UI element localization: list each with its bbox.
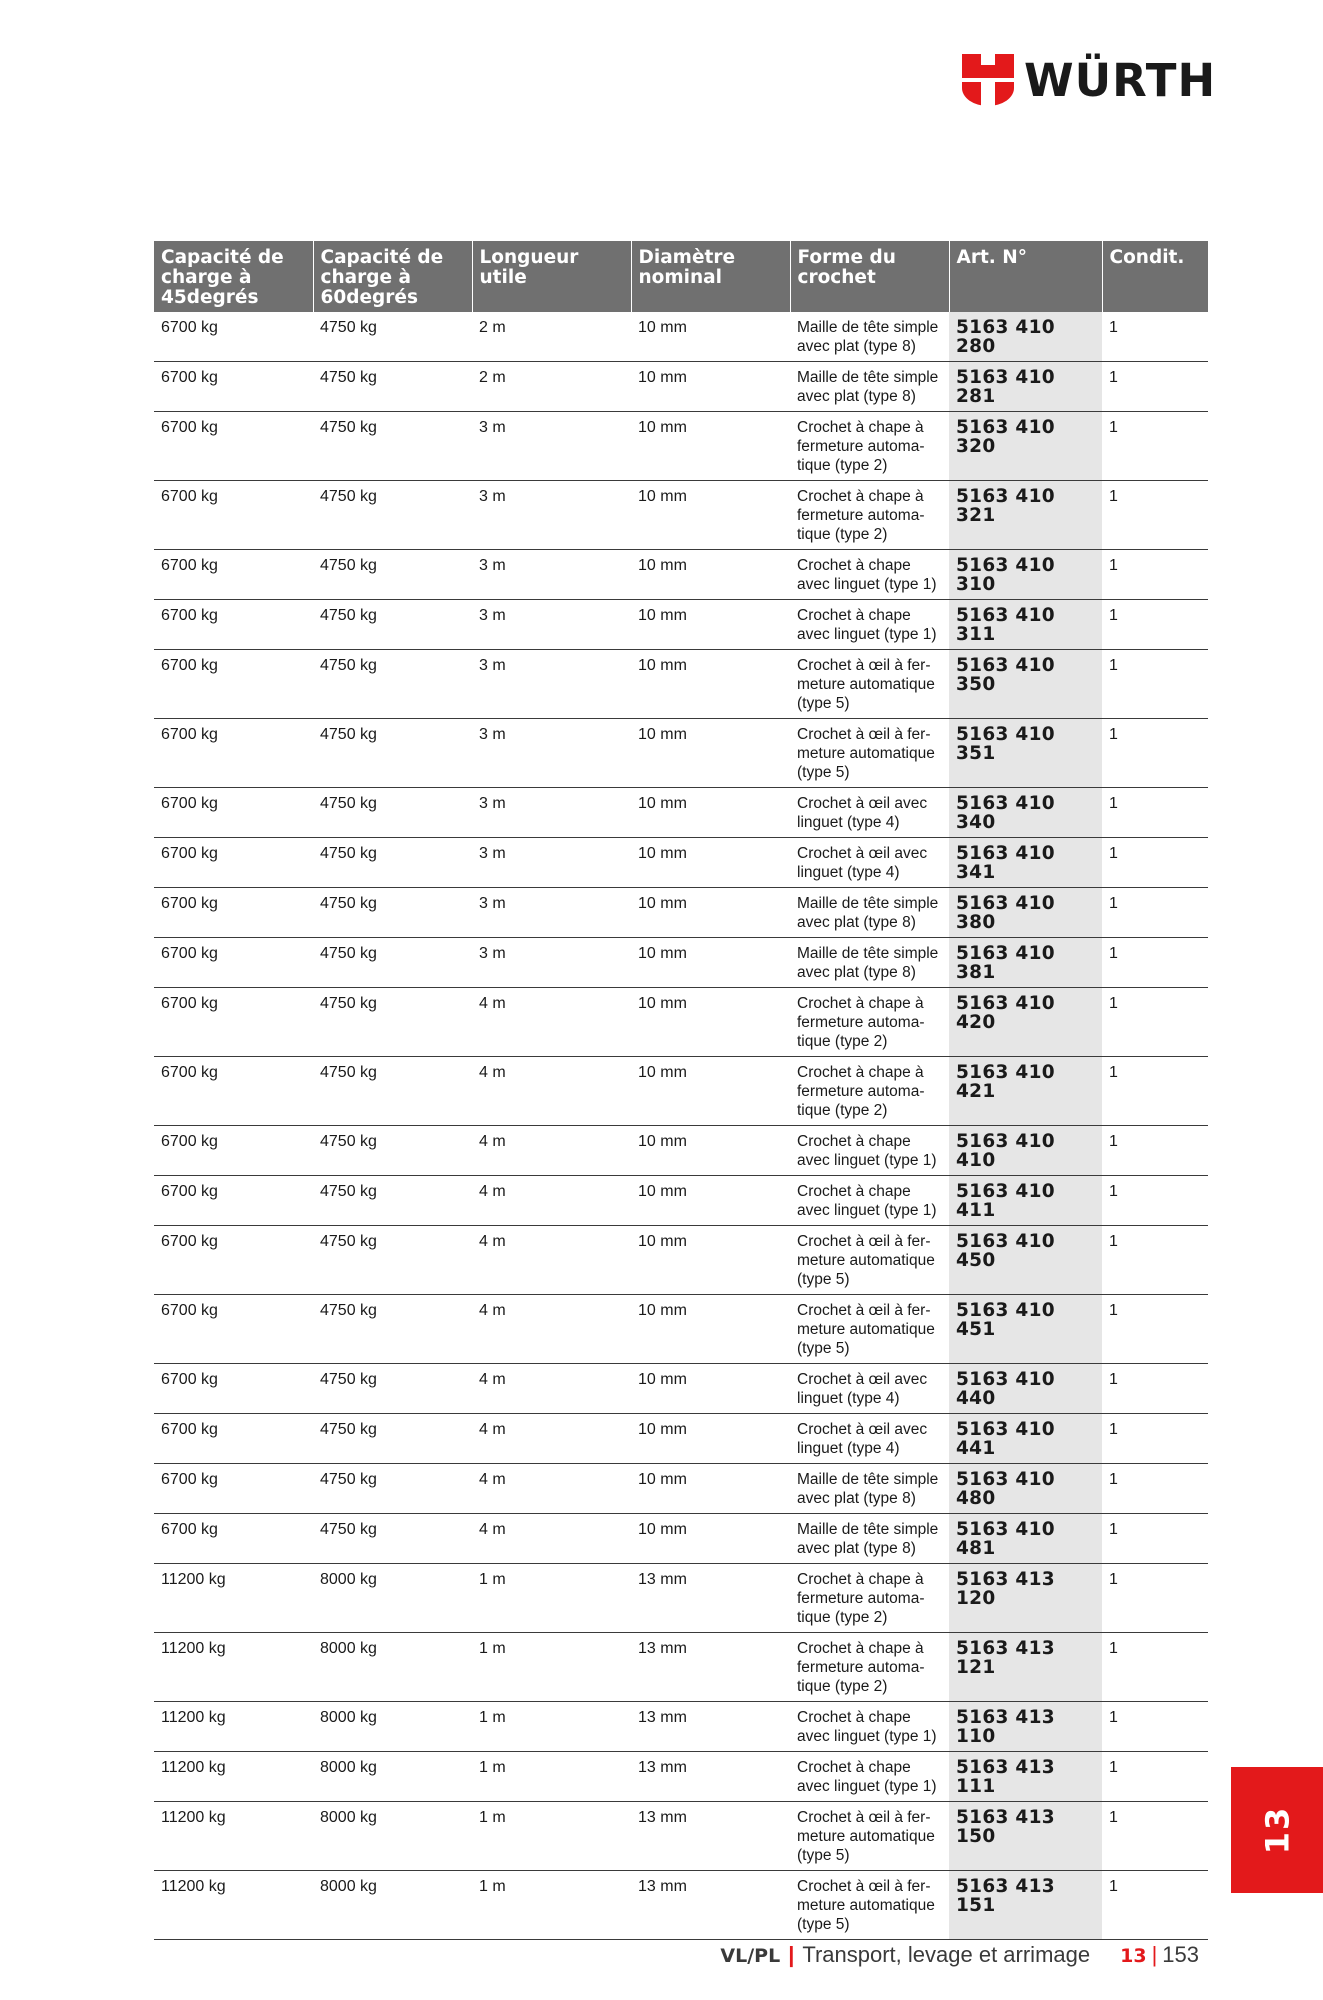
cell-capacity-60: 4750 kg bbox=[313, 1126, 472, 1176]
cell-diameter: 10 mm bbox=[631, 1414, 790, 1464]
cell-capacity-45: 6700 kg bbox=[154, 1364, 313, 1414]
cell-hook-shape: Crochet à œil avec linguet (type 4) bbox=[790, 788, 949, 838]
cell-article-number: 5163 413 111 bbox=[949, 1752, 1102, 1802]
cell-hook-shape: Crochet à œil avec linguet (type 4) bbox=[790, 838, 949, 888]
cell-capacity-45: 11200 kg bbox=[154, 1871, 313, 1940]
cell-capacity-45: 11200 kg bbox=[154, 1802, 313, 1871]
cell-capacity-45: 6700 kg bbox=[154, 838, 313, 888]
cell-hook-shape: Crochet à œil à fer-meture automatique (type 5) bbox=[790, 1871, 949, 1940]
cell-capacity-45: 6700 kg bbox=[154, 788, 313, 838]
table-row bbox=[154, 1752, 1208, 1802]
cell-capacity-45: 11200 kg bbox=[154, 1752, 313, 1802]
header-packaging: Condit. bbox=[1102, 241, 1208, 312]
cell-packaging: 1 bbox=[1102, 412, 1208, 481]
footer-prefix: VL/PL bbox=[720, 1945, 781, 1967]
cell-packaging: 1 bbox=[1102, 1464, 1208, 1514]
cell-diameter: 10 mm bbox=[631, 1464, 790, 1514]
cell-article-number: 5163 410 451 bbox=[949, 1295, 1102, 1364]
cell-hook-shape: Crochet à œil à fer-meture automatique (type 5) bbox=[790, 1295, 949, 1364]
cell-diameter: 10 mm bbox=[631, 1057, 790, 1126]
table-row bbox=[154, 938, 1208, 988]
cell-hook-shape: Crochet à chape avec linguet (type 1) bbox=[790, 550, 949, 600]
cell-capacity-60: 4750 kg bbox=[313, 988, 472, 1057]
cell-hook-shape: Crochet à chape à fermeture automa-tique (type 2) bbox=[790, 1564, 949, 1633]
cell-article-number: 5163 410 411 bbox=[949, 1176, 1102, 1226]
cell-packaging: 1 bbox=[1102, 719, 1208, 788]
cell-diameter: 10 mm bbox=[631, 938, 790, 988]
cell-packaging: 1 bbox=[1102, 550, 1208, 600]
cell-capacity-60: 4750 kg bbox=[313, 412, 472, 481]
cell-capacity-60: 4750 kg bbox=[313, 600, 472, 650]
table-body bbox=[154, 312, 1208, 1940]
cell-diameter: 13 mm bbox=[631, 1564, 790, 1633]
cell-length: 3 m bbox=[472, 938, 631, 988]
cell-length: 3 m bbox=[472, 650, 631, 719]
cell-length: 1 m bbox=[472, 1633, 631, 1702]
cell-packaging: 1 bbox=[1102, 788, 1208, 838]
cell-capacity-45: 6700 kg bbox=[154, 362, 313, 412]
table-row bbox=[154, 312, 1208, 362]
cell-packaging: 1 bbox=[1102, 1752, 1208, 1802]
cell-capacity-45: 6700 kg bbox=[154, 550, 313, 600]
cell-article-number: 5163 410 320 bbox=[949, 412, 1102, 481]
cell-diameter: 10 mm bbox=[631, 1126, 790, 1176]
cell-capacity-45: 6700 kg bbox=[154, 719, 313, 788]
cell-hook-shape: Crochet à chape avec linguet (type 1) bbox=[790, 1176, 949, 1226]
cell-diameter: 10 mm bbox=[631, 600, 790, 650]
cell-hook-shape: Crochet à chape avec linguet (type 1) bbox=[790, 1702, 949, 1752]
cell-length: 1 m bbox=[472, 1564, 631, 1633]
cell-diameter: 10 mm bbox=[631, 988, 790, 1057]
table-header-row bbox=[154, 241, 1208, 312]
cell-packaging: 1 bbox=[1102, 1871, 1208, 1940]
header-diameter: Diamètre nominal bbox=[631, 241, 790, 312]
table-row bbox=[154, 719, 1208, 788]
cell-article-number: 5163 410 450 bbox=[949, 1226, 1102, 1295]
cell-diameter: 10 mm bbox=[631, 1176, 790, 1226]
cell-diameter: 10 mm bbox=[631, 838, 790, 888]
cell-length: 3 m bbox=[472, 788, 631, 838]
cell-capacity-45: 6700 kg bbox=[154, 1414, 313, 1464]
cell-article-number: 5163 410 440 bbox=[949, 1364, 1102, 1414]
cell-capacity-60: 4750 kg bbox=[313, 550, 472, 600]
cell-capacity-60: 4750 kg bbox=[313, 1295, 472, 1364]
table-row bbox=[154, 788, 1208, 838]
cell-packaging: 1 bbox=[1102, 1514, 1208, 1564]
cell-hook-shape: Crochet à œil avec linguet (type 4) bbox=[790, 1364, 949, 1414]
cell-capacity-45: 6700 kg bbox=[154, 938, 313, 988]
table-row bbox=[154, 1702, 1208, 1752]
cell-hook-shape: Maille de tête simple avec plat (type 8) bbox=[790, 888, 949, 938]
footer-separator: | bbox=[788, 1942, 795, 1967]
footer-chapter: 13 bbox=[1120, 1945, 1147, 1967]
cell-hook-shape: Crochet à chape à fermeture automa-tique (type 2) bbox=[790, 988, 949, 1057]
cell-capacity-60: 8000 kg bbox=[313, 1752, 472, 1802]
cell-length: 3 m bbox=[472, 481, 631, 550]
cell-length: 3 m bbox=[472, 719, 631, 788]
cell-capacity-45: 6700 kg bbox=[154, 600, 313, 650]
cell-article-number: 5163 410 421 bbox=[949, 1057, 1102, 1126]
cell-diameter: 13 mm bbox=[631, 1871, 790, 1940]
header-article-number: Art. N° bbox=[949, 241, 1102, 312]
wurth-logo-icon bbox=[962, 54, 1014, 106]
cell-capacity-60: 8000 kg bbox=[313, 1802, 472, 1871]
chapter-tab[interactable] bbox=[1231, 1767, 1323, 1893]
cell-capacity-60: 4750 kg bbox=[313, 362, 472, 412]
cell-capacity-60: 4750 kg bbox=[313, 1464, 472, 1514]
cell-length: 1 m bbox=[472, 1752, 631, 1802]
cell-article-number: 5163 410 410 bbox=[949, 1126, 1102, 1176]
cell-capacity-60: 4750 kg bbox=[313, 719, 472, 788]
cell-length: 4 m bbox=[472, 1176, 631, 1226]
cell-article-number: 5163 410 311 bbox=[949, 600, 1102, 650]
cell-packaging: 1 bbox=[1102, 1564, 1208, 1633]
cell-hook-shape: Maille de tête simple avec plat (type 8) bbox=[790, 1514, 949, 1564]
cell-packaging: 1 bbox=[1102, 1364, 1208, 1414]
cell-packaging: 1 bbox=[1102, 988, 1208, 1057]
cell-length: 4 m bbox=[472, 1126, 631, 1176]
cell-capacity-45: 6700 kg bbox=[154, 1514, 313, 1564]
cell-article-number: 5163 410 341 bbox=[949, 838, 1102, 888]
table-row bbox=[154, 1871, 1208, 1940]
table-row bbox=[154, 481, 1208, 550]
cell-hook-shape: Crochet à œil à fer-meture automatique (type 5) bbox=[790, 1226, 949, 1295]
cell-article-number: 5163 410 380 bbox=[949, 888, 1102, 938]
cell-hook-shape: Crochet à œil avec linguet (type 4) bbox=[790, 1414, 949, 1464]
table-row bbox=[154, 838, 1208, 888]
cell-hook-shape: Crochet à chape avec linguet (type 1) bbox=[790, 1126, 949, 1176]
header-hook-shape: Forme du crochet bbox=[790, 241, 949, 312]
cell-capacity-60: 4750 kg bbox=[313, 888, 472, 938]
cell-packaging: 1 bbox=[1102, 1176, 1208, 1226]
cell-capacity-60: 4750 kg bbox=[313, 1364, 472, 1414]
cell-diameter: 10 mm bbox=[631, 1226, 790, 1295]
cell-packaging: 1 bbox=[1102, 1633, 1208, 1702]
cell-diameter: 10 mm bbox=[631, 481, 790, 550]
cell-length: 2 m bbox=[472, 362, 631, 412]
cell-packaging: 1 bbox=[1102, 1126, 1208, 1176]
cell-length: 4 m bbox=[472, 988, 631, 1057]
cell-article-number: 5163 410 280 bbox=[949, 312, 1102, 362]
cell-article-number: 5163 413 150 bbox=[949, 1802, 1102, 1871]
cell-capacity-45: 11200 kg bbox=[154, 1633, 313, 1702]
table-row bbox=[154, 1414, 1208, 1464]
cell-article-number: 5163 413 110 bbox=[949, 1702, 1102, 1752]
cell-article-number: 5163 413 151 bbox=[949, 1871, 1102, 1940]
cell-packaging: 1 bbox=[1102, 1295, 1208, 1364]
cell-diameter: 10 mm bbox=[631, 788, 790, 838]
cell-article-number: 5163 413 120 bbox=[949, 1564, 1102, 1633]
cell-hook-shape: Crochet à chape avec linguet (type 1) bbox=[790, 1752, 949, 1802]
table-row bbox=[154, 1295, 1208, 1364]
cell-length: 3 m bbox=[472, 888, 631, 938]
brand-name: WÜRTH bbox=[1024, 53, 1217, 107]
cell-hook-shape: Crochet à chape à fermeture automa-tique (type 2) bbox=[790, 1633, 949, 1702]
cell-capacity-45: 6700 kg bbox=[154, 650, 313, 719]
cell-length: 4 m bbox=[472, 1464, 631, 1514]
cell-capacity-60: 4750 kg bbox=[313, 1226, 472, 1295]
cell-capacity-45: 6700 kg bbox=[154, 1176, 313, 1226]
cell-diameter: 13 mm bbox=[631, 1802, 790, 1871]
cell-article-number: 5163 410 420 bbox=[949, 988, 1102, 1057]
cell-capacity-60: 8000 kg bbox=[313, 1702, 472, 1752]
cell-capacity-45: 6700 kg bbox=[154, 481, 313, 550]
cell-length: 4 m bbox=[472, 1364, 631, 1414]
cell-capacity-45: 6700 kg bbox=[154, 1226, 313, 1295]
cell-capacity-45: 6700 kg bbox=[154, 1464, 313, 1514]
table-row bbox=[154, 1364, 1208, 1414]
cell-capacity-45: 6700 kg bbox=[154, 1126, 313, 1176]
table-row bbox=[154, 1464, 1208, 1514]
cell-hook-shape: Crochet à œil à fer-meture automatique (type 5) bbox=[790, 1802, 949, 1871]
cell-length: 1 m bbox=[472, 1871, 631, 1940]
cell-packaging: 1 bbox=[1102, 1702, 1208, 1752]
cell-packaging: 1 bbox=[1102, 312, 1208, 362]
cell-capacity-60: 4750 kg bbox=[313, 1514, 472, 1564]
cell-capacity-60: 4750 kg bbox=[313, 650, 472, 719]
cell-packaging: 1 bbox=[1102, 838, 1208, 888]
cell-diameter: 10 mm bbox=[631, 650, 790, 719]
cell-diameter: 10 mm bbox=[631, 312, 790, 362]
cell-capacity-60: 8000 kg bbox=[313, 1564, 472, 1633]
footer-page-separator: | bbox=[1151, 1942, 1158, 1967]
footer-page-number: 153 bbox=[1162, 1942, 1199, 1967]
header-capacity-45: Capacité de charge à 45degrés bbox=[154, 241, 313, 312]
cell-length: 3 m bbox=[472, 550, 631, 600]
header-capacity-60: Capacité de charge à 60degrés bbox=[313, 241, 472, 312]
table-row bbox=[154, 1057, 1208, 1126]
cell-article-number: 5163 410 480 bbox=[949, 1464, 1102, 1514]
cell-diameter: 10 mm bbox=[631, 550, 790, 600]
brand-logo bbox=[962, 52, 1216, 108]
cell-length: 4 m bbox=[472, 1414, 631, 1464]
table-row bbox=[154, 362, 1208, 412]
cell-diameter: 10 mm bbox=[631, 1295, 790, 1364]
cell-packaging: 1 bbox=[1102, 1802, 1208, 1871]
cell-article-number: 5163 410 351 bbox=[949, 719, 1102, 788]
cell-length: 3 m bbox=[472, 838, 631, 888]
cell-article-number: 5163 410 281 bbox=[949, 362, 1102, 412]
table-row bbox=[154, 650, 1208, 719]
cell-packaging: 1 bbox=[1102, 362, 1208, 412]
cell-packaging: 1 bbox=[1102, 600, 1208, 650]
cell-packaging: 1 bbox=[1102, 1414, 1208, 1464]
cell-article-number: 5163 410 481 bbox=[949, 1514, 1102, 1564]
cell-hook-shape: Crochet à chape avec linguet (type 1) bbox=[790, 600, 949, 650]
table-row bbox=[154, 988, 1208, 1057]
cell-capacity-45: 6700 kg bbox=[154, 1295, 313, 1364]
cell-capacity-45: 6700 kg bbox=[154, 1057, 313, 1126]
chapter-tab-number: 13 bbox=[1258, 1805, 1296, 1855]
cell-packaging: 1 bbox=[1102, 481, 1208, 550]
cell-capacity-45: 11200 kg bbox=[154, 1702, 313, 1752]
cell-article-number: 5163 410 350 bbox=[949, 650, 1102, 719]
cell-packaging: 1 bbox=[1102, 1057, 1208, 1126]
cell-hook-shape: Maille de tête simple avec plat (type 8) bbox=[790, 312, 949, 362]
table-row bbox=[154, 1564, 1208, 1633]
cell-length: 4 m bbox=[472, 1295, 631, 1364]
cell-diameter: 10 mm bbox=[631, 412, 790, 481]
cell-hook-shape: Crochet à chape à fermeture automa-tique (type 2) bbox=[790, 1057, 949, 1126]
page-footer bbox=[720, 1942, 1199, 1968]
cell-length: 4 m bbox=[472, 1226, 631, 1295]
product-table bbox=[154, 241, 1208, 1940]
cell-diameter: 13 mm bbox=[631, 1702, 790, 1752]
table-row bbox=[154, 1226, 1208, 1295]
cell-length: 4 m bbox=[472, 1057, 631, 1126]
table-row bbox=[154, 550, 1208, 600]
cell-length: 4 m bbox=[472, 1514, 631, 1564]
cell-hook-shape: Crochet à œil à fer-meture automatique (type 5) bbox=[790, 650, 949, 719]
cell-length: 2 m bbox=[472, 312, 631, 362]
table-row bbox=[154, 1514, 1208, 1564]
table-row bbox=[154, 1126, 1208, 1176]
cell-capacity-45: 6700 kg bbox=[154, 988, 313, 1057]
cell-capacity-60: 4750 kg bbox=[313, 788, 472, 838]
cell-article-number: 5163 410 381 bbox=[949, 938, 1102, 988]
cell-packaging: 1 bbox=[1102, 650, 1208, 719]
table-row bbox=[154, 600, 1208, 650]
table-row bbox=[154, 1633, 1208, 1702]
cell-length: 3 m bbox=[472, 600, 631, 650]
header-length: Longueur utile bbox=[472, 241, 631, 312]
cell-capacity-60: 4750 kg bbox=[313, 481, 472, 550]
table-row bbox=[154, 888, 1208, 938]
cell-article-number: 5163 410 340 bbox=[949, 788, 1102, 838]
cell-capacity-60: 4750 kg bbox=[313, 938, 472, 988]
cell-length: 1 m bbox=[472, 1802, 631, 1871]
cell-capacity-60: 8000 kg bbox=[313, 1633, 472, 1702]
cell-capacity-45: 11200 kg bbox=[154, 1564, 313, 1633]
cell-diameter: 13 mm bbox=[631, 1633, 790, 1702]
cell-diameter: 10 mm bbox=[631, 719, 790, 788]
cell-diameter: 13 mm bbox=[631, 1752, 790, 1802]
cell-capacity-60: 8000 kg bbox=[313, 1871, 472, 1940]
cell-diameter: 10 mm bbox=[631, 888, 790, 938]
cell-article-number: 5163 410 441 bbox=[949, 1414, 1102, 1464]
cell-hook-shape: Crochet à œil à fer-meture automatique (type 5) bbox=[790, 719, 949, 788]
cell-capacity-45: 6700 kg bbox=[154, 312, 313, 362]
cell-length: 3 m bbox=[472, 412, 631, 481]
cell-capacity-60: 4750 kg bbox=[313, 1057, 472, 1126]
cell-capacity-60: 4750 kg bbox=[313, 1414, 472, 1464]
cell-packaging: 1 bbox=[1102, 938, 1208, 988]
cell-length: 1 m bbox=[472, 1702, 631, 1752]
cell-capacity-60: 4750 kg bbox=[313, 838, 472, 888]
table-row bbox=[154, 412, 1208, 481]
cell-hook-shape: Crochet à chape à fermeture automa-tique (type 2) bbox=[790, 412, 949, 481]
cell-diameter: 10 mm bbox=[631, 1514, 790, 1564]
cell-article-number: 5163 410 321 bbox=[949, 481, 1102, 550]
footer-section-title: Transport, levage et arrimage bbox=[802, 1942, 1091, 1967]
cell-hook-shape: Maille de tête simple avec plat (type 8) bbox=[790, 362, 949, 412]
cell-packaging: 1 bbox=[1102, 888, 1208, 938]
cell-diameter: 10 mm bbox=[631, 1364, 790, 1414]
cell-hook-shape: Crochet à chape à fermeture automa-tique (type 2) bbox=[790, 481, 949, 550]
cell-diameter: 10 mm bbox=[631, 362, 790, 412]
cell-hook-shape: Maille de tête simple avec plat (type 8) bbox=[790, 938, 949, 988]
cell-capacity-45: 6700 kg bbox=[154, 412, 313, 481]
cell-capacity-60: 4750 kg bbox=[313, 312, 472, 362]
cell-hook-shape: Maille de tête simple avec plat (type 8) bbox=[790, 1464, 949, 1514]
table-row bbox=[154, 1802, 1208, 1871]
cell-packaging: 1 bbox=[1102, 1226, 1208, 1295]
cell-capacity-60: 4750 kg bbox=[313, 1176, 472, 1226]
cell-article-number: 5163 413 121 bbox=[949, 1633, 1102, 1702]
cell-article-number: 5163 410 310 bbox=[949, 550, 1102, 600]
cell-capacity-45: 6700 kg bbox=[154, 888, 313, 938]
table-row bbox=[154, 1176, 1208, 1226]
